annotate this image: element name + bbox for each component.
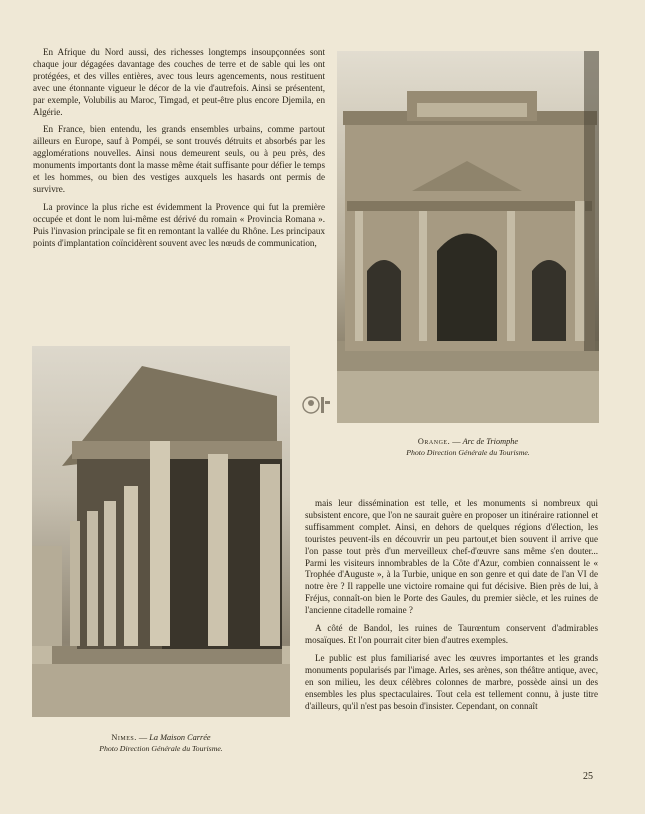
caption-orange (337, 436, 599, 458)
paragraph: A côté de Bandol, les ruines de Taurœntum conservent d'admirables mosaïques. Et l'on pourrait citer bien d'autres exemples. (305, 623, 598, 645)
photo-arc-de-triomphe (337, 51, 599, 423)
photo-maison-carree (32, 346, 290, 717)
caption-credit: Photo Direction Générale du Tourisme. (406, 448, 530, 457)
paragraph: mais leur dissémination est telle, et les monuments si nombreux qui subsistent encore, que l'on ne saurait guère en proposer un itinéraire rationnel et suffisamment complet. Ainsi, en dehors de quelques régions d'élection, les touristes peuvent-ils en découvrir un peu partout,et bien souvent il arrive que l'on passe tout près d'un merveilleux chef-d'œuvre sans même s'en douter... Parmi les visiteurs innombrables de la Côte d'Azur, combien connaissent le « Trophée d'Auguste », à la Turbie, unique en son genre et qui date de l'an VI de notre ère ? Il rappelle une victoire romaine qui fut décisive. Bien près de lui, à Fréjus, connaît-on bien le Porte des Gaules, du premier siècle, et les ruines de l'ancienne citadelle romaine ? (305, 498, 598, 616)
paragraph: En France, bien entendu, les grands ensembles urbains, comme partout ailleurs en Europe, sauf à Pompéi, se sont trouvés détruits et absorbés par les agglomérations nouvelles. Ainsi nous demeurent seuls, ou à peu près, des monuments importants dont la masse même était suffisante pour défier le temps et les hommes, ou bien des vestiges auxquels les hasards ont permis de survivre. (33, 124, 325, 194)
caption-place: Nimes. (111, 733, 137, 742)
paragraph: En Afrique du Nord aussi, des richesses longtemps insoupçonnées sont chaque jour dégagées davantage des couches de terre et de sable qui les ont protégées, et des villes entières, avec tous leurs agencements, nous restituent avec une étonnante vigueur le décor de la vie d'autrefois. Ainsi se présentent, par exemple, Volubilis au Maroc, Timgad, et peut-être plus encore Djemila, en Algérie. (33, 47, 325, 117)
caption-title: Arc de Triomphe (462, 437, 519, 446)
caption-dash: — (136, 733, 150, 742)
text-column-left (33, 47, 325, 256)
page-number: 25 (583, 771, 593, 782)
caption-nimes (32, 732, 290, 754)
temple-illustration (32, 346, 290, 717)
paragraph: Le public est plus familiarisé avec les œuvres importantes et les grands monuments popularisés par l'image. Arles, ses arènes, son théâtre antique, avec, en son milieu, les deux célèbres colonnes de marbre, possède ainsi un des ensembles les plus spectaculaires. Tout cela est tellement connu, à juste titre d'ailleurs, qu'il n'est pas besoin d'insister. Cependant, on connaît (305, 652, 598, 711)
library-stamp-logo (302, 393, 332, 417)
caption-title: La Maison Carrée (149, 733, 211, 742)
caption-place: Orange. (417, 437, 451, 446)
caption-credit: Photo Direction Générale du Tourisme. (99, 744, 223, 753)
caption-dash: — (450, 437, 463, 446)
text-column-right (305, 498, 598, 718)
paragraph: La province la plus riche est évidemment la Provence qui fut la première occupée et dont le nom lui-même est dérivé du romain « Provincia Romana ». Puis l'invasion principale se fit en remontant la vallée du Rhône. Les principaux points d'implantation coïncidèrent souvent avec les nœuds de communication, (33, 201, 325, 248)
arch-illustration (337, 51, 599, 423)
